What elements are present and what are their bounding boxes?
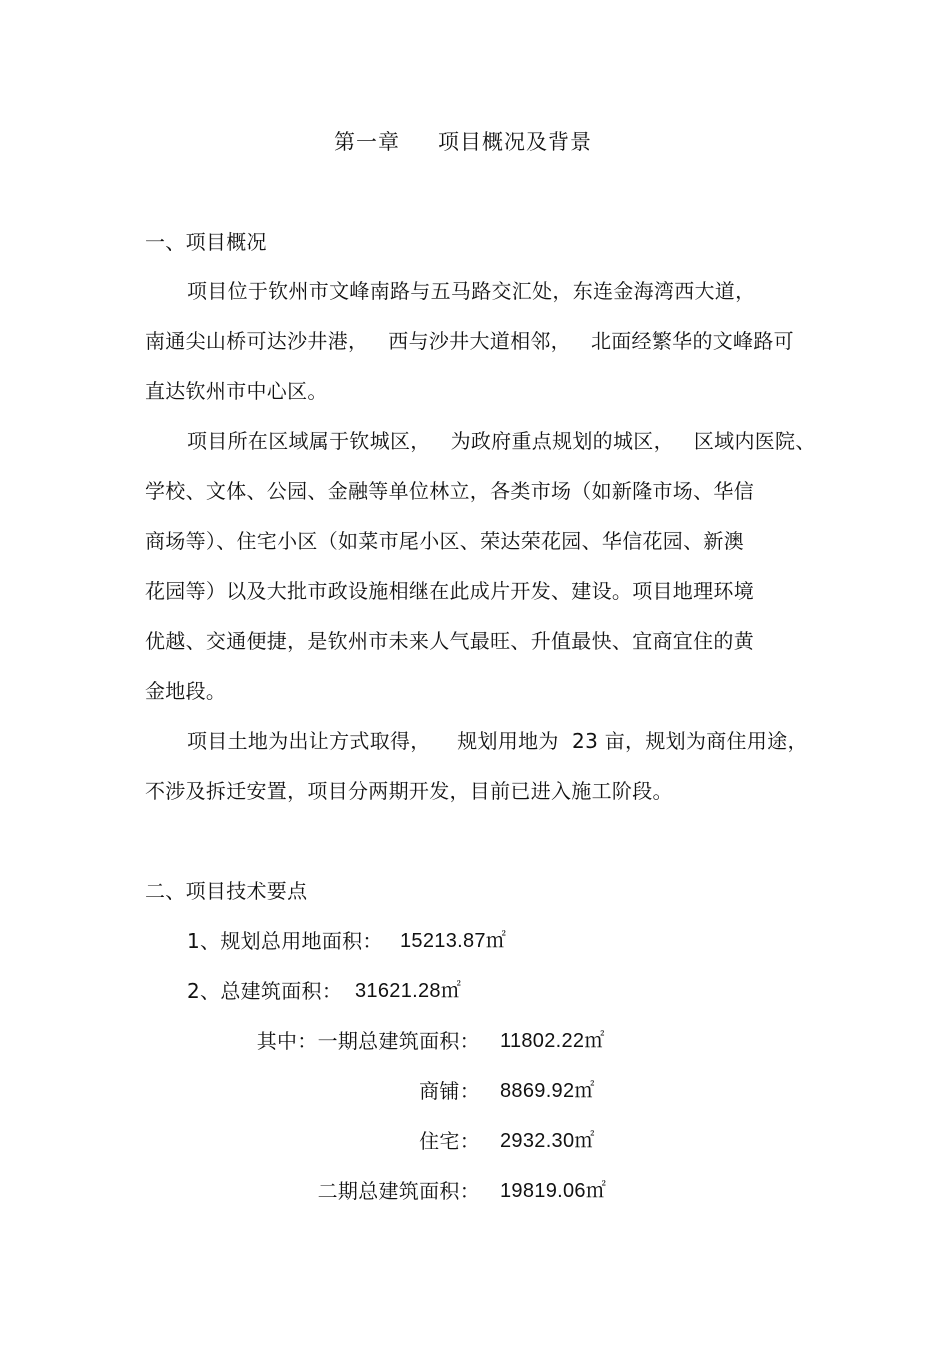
section-2-heading: 二、项目技术要点 bbox=[145, 879, 308, 903]
paragraph-line: 项目所在区域属于钦城区， 为政府重点规划的城区， 区域内医院、 bbox=[187, 429, 816, 453]
paragraph-line: 金地段。 bbox=[145, 679, 227, 703]
breakdown-label: 二期总建筑面积： bbox=[317, 1179, 480, 1203]
paragraph-line: 学校、文体、公园、金融等单位林立，各类市场（如新隆市场、华信 bbox=[145, 479, 754, 503]
paragraph-line: 项目土地为出让方式取得， 规划用地为 23 亩，规划为商住用途， bbox=[187, 729, 808, 753]
paragraph-line: 不涉及拆迁安置，项目分两期开发，目前已进入施工阶段。 bbox=[145, 779, 673, 803]
breakdown-value: 11802.22㎡ bbox=[500, 1030, 605, 1052]
paragraph-line: 商场等）、住宅小区（如菜市尾小区、荣达荣花园、华信花园、新澳 bbox=[145, 529, 744, 553]
item-value: 31621.28㎡ bbox=[355, 980, 462, 1002]
breakdown-label: 其中：一期总建筑面积： bbox=[256, 1029, 480, 1053]
section-1-heading: 一、项目概况 bbox=[145, 230, 267, 254]
chapter-number: 第一章 bbox=[334, 130, 400, 154]
item-label: 2、总建筑面积： bbox=[187, 979, 343, 1003]
paragraph-line: 南通尖山桥可达沙井港， 西与沙井大道相邻， 北面经繁华的文峰路可 bbox=[145, 329, 794, 353]
chapter-title: 项目概况及背景 bbox=[438, 130, 592, 154]
item-label: 1、规划总用地面积： bbox=[187, 929, 383, 953]
breakdown-value: 19819.06㎡ bbox=[500, 1180, 607, 1202]
paragraph-line: 项目位于钦州市文峰南路与五马路交汇处，东连金海湾西大道， bbox=[187, 279, 756, 303]
breakdown-label: 商铺： bbox=[419, 1079, 480, 1103]
item-value: 15213.87㎡ bbox=[400, 930, 507, 952]
paragraph-line: 直达钦州市中心区。 bbox=[145, 379, 328, 403]
breakdown-value: 2932.30㎡ bbox=[500, 1130, 595, 1152]
paragraph-line: 花园等）以及大批市政设施相继在此成片开发、建设。项目地理环境 bbox=[145, 579, 754, 603]
paragraph-line: 优越、交通便捷，是钦州市未来人气最旺、升值最快、宜商宜住的黄 bbox=[145, 629, 754, 653]
breakdown-label: 住宅： bbox=[419, 1129, 480, 1153]
breakdown-value: 8869.92㎡ bbox=[500, 1080, 595, 1102]
